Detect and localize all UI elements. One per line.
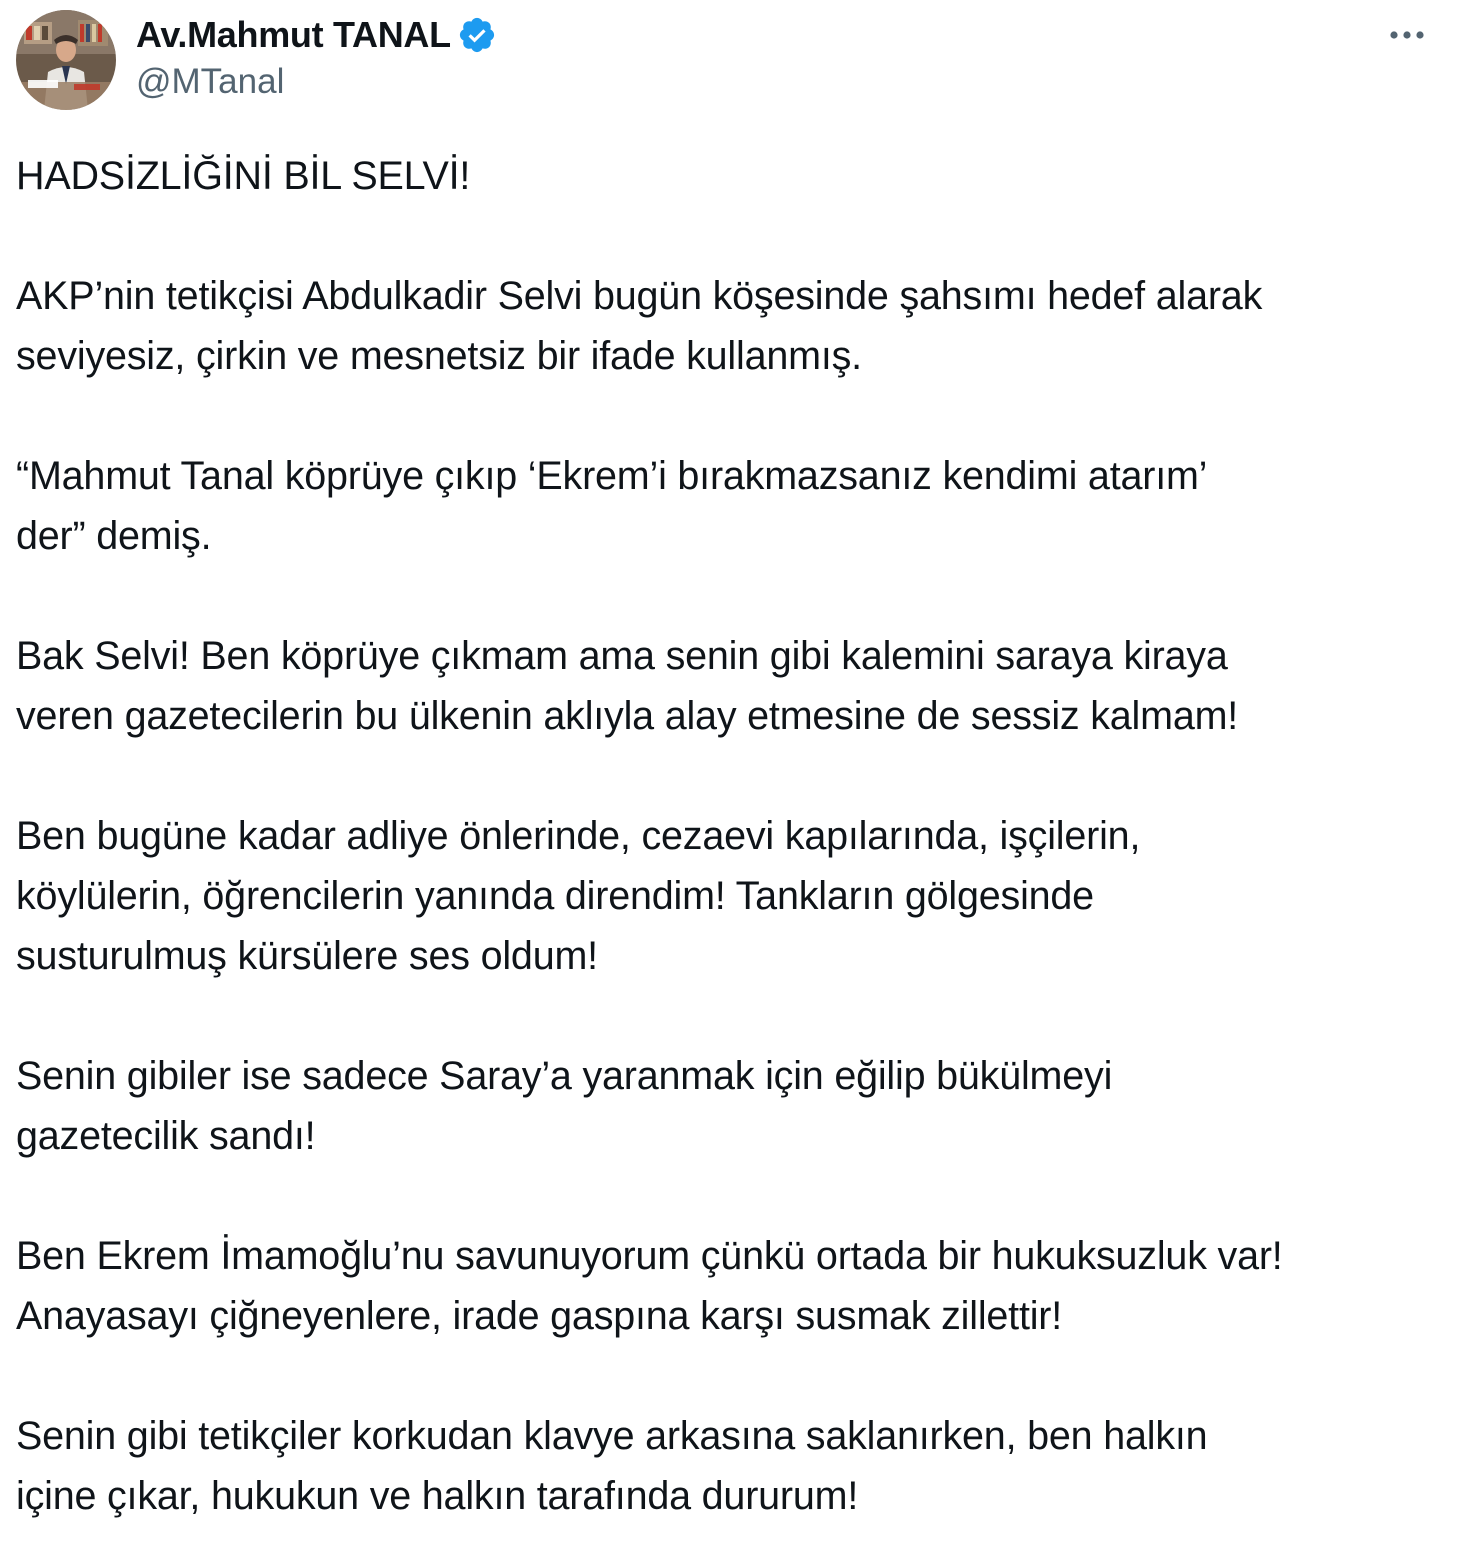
user-avatar-icon: [16, 10, 116, 110]
tweet-paragraph: Ben bugüne kadar adliye önlerinde, cezaevi kapılarında, işçilerin, köylülerin, öğrencilerin yanında direndim! Tankların gölgesinde susturulmuş kürsülere ses oldum!: [16, 814, 1141, 978]
tweet-paragraph: Senin gibi tetikçiler korkudan klavye arkasına saklanırken, ben halkın içine çıkar, hukukun ve halkın tarafında dururum!: [16, 1414, 1208, 1518]
tweet-text: [16, 146, 1456, 1526]
author-name-row: [136, 12, 497, 58]
more-options-icon[interactable]: [1380, 18, 1436, 52]
tweet-paragraph: AKP’nin tetikçisi Abdulkadir Selvi bugün köşesinde şahsımı hedef alarak seviyesiz, çirkin ve mesnetsiz bir ifade kullanmış.: [16, 274, 1263, 378]
tweet-paragraph: Senin gibiler ise sadece Saray’a yaranmak için eğilip bükülmeyi gazetecilik sandı!: [16, 1054, 1113, 1158]
tweet-paragraph: Bak Selvi! Ben köprüye çıkmam ama senin gibi kalemini saraya kiraya veren gazetecilerin bu ülkenin aklıyla alay etmesine de sessiz kalmam!: [16, 634, 1239, 738]
tweet-paragraph: HADSİZLİĞİNİ BİL SELVİ!: [16, 154, 471, 198]
author-display-name[interactable]: Av.Mahmut TANAL: [136, 14, 451, 55]
tweet-paragraph: Ben Ekrem İmamoğlu’nu savunuyorum çünkü ortada bir hukuksuzluk var! Anayasayı çiğneyenlere, irade gaspına karşı susmak zillettir!: [16, 1234, 1283, 1338]
verified-badge-icon[interactable]: [457, 15, 497, 55]
author-handle[interactable]: @MTanal: [136, 62, 285, 101]
tweet-paragraph: “Mahmut Tanal köprüye çıkıp ‘Ekrem’i bırakmazsanız kendimi atarım’ der” demiş.: [16, 454, 1208, 558]
avatar[interactable]: [16, 10, 116, 110]
